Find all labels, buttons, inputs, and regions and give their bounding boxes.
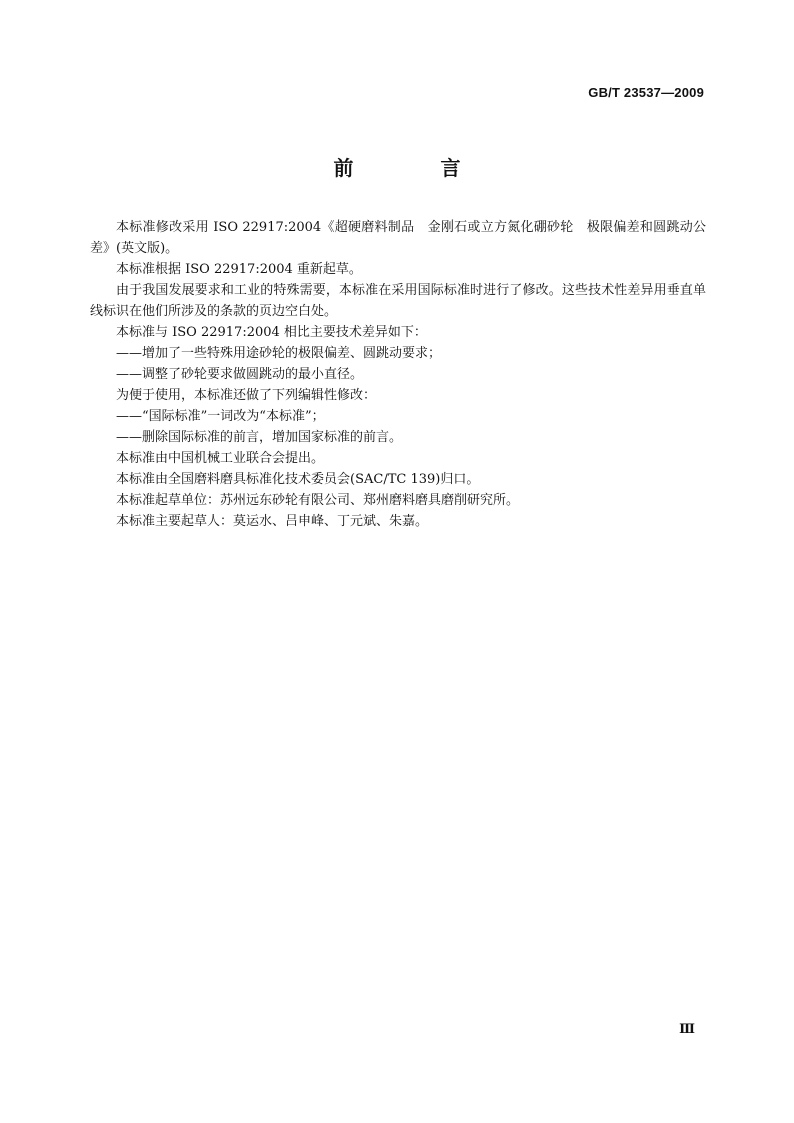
paragraph: 本标准由中国机械工业联合会提出。 [116, 451, 325, 466]
paragraph: 本标准主要起草人：莫运水、吕申峰、丁元斌、朱嘉。 [116, 514, 429, 529]
list-item: ——增加了一些特殊用途砂轮的极限偏差、圆跳动要求； [116, 346, 442, 361]
paragraph: 本标准起草单位：苏州远东砂轮有限公司、郑州磨料磨具磨削研究所。 [116, 493, 520, 508]
list-item: ——调整了砂轮要求做圆跳动的最小直径。 [116, 367, 364, 382]
paragraph: 由于我国发展要求和工业的特殊需要，本标准在采用国际标准时进行了修改。这些技术性差异用垂直单线标识在他们所涉及的条款的页边空白处。 [90, 283, 706, 319]
paragraph: 本标准与 ISO 22917:2004 相比主要技术差异如下： [116, 325, 427, 340]
list-item: ——“国际标准”一词改为“本标准”； [116, 409, 325, 424]
paragraph: 为便于使用，本标准还做了下列编辑性修改： [116, 388, 377, 403]
paragraph: 本标准由全国磨料磨具标准化技术委员会(SAC/TC 139)归口。 [116, 472, 480, 487]
page-title: 前 言 [333, 156, 501, 180]
foreword-body [90, 217, 706, 532]
paragraph: 本标准修改采用 ISO 22917:2004《超硬磨料制品 金刚石或立方氮化硼砂轮 极限偏差和圆跳动公差》(英文版)。 [90, 220, 706, 256]
standard-number: GB/T 23537—2009 [588, 85, 704, 100]
paragraph: 本标准根据 ISO 22917:2004 重新起草。 [116, 262, 362, 277]
list-item: ——删除国际标准的前言，增加国家标准的前言。 [116, 430, 403, 445]
page-number: Ⅲ [679, 1021, 695, 1036]
